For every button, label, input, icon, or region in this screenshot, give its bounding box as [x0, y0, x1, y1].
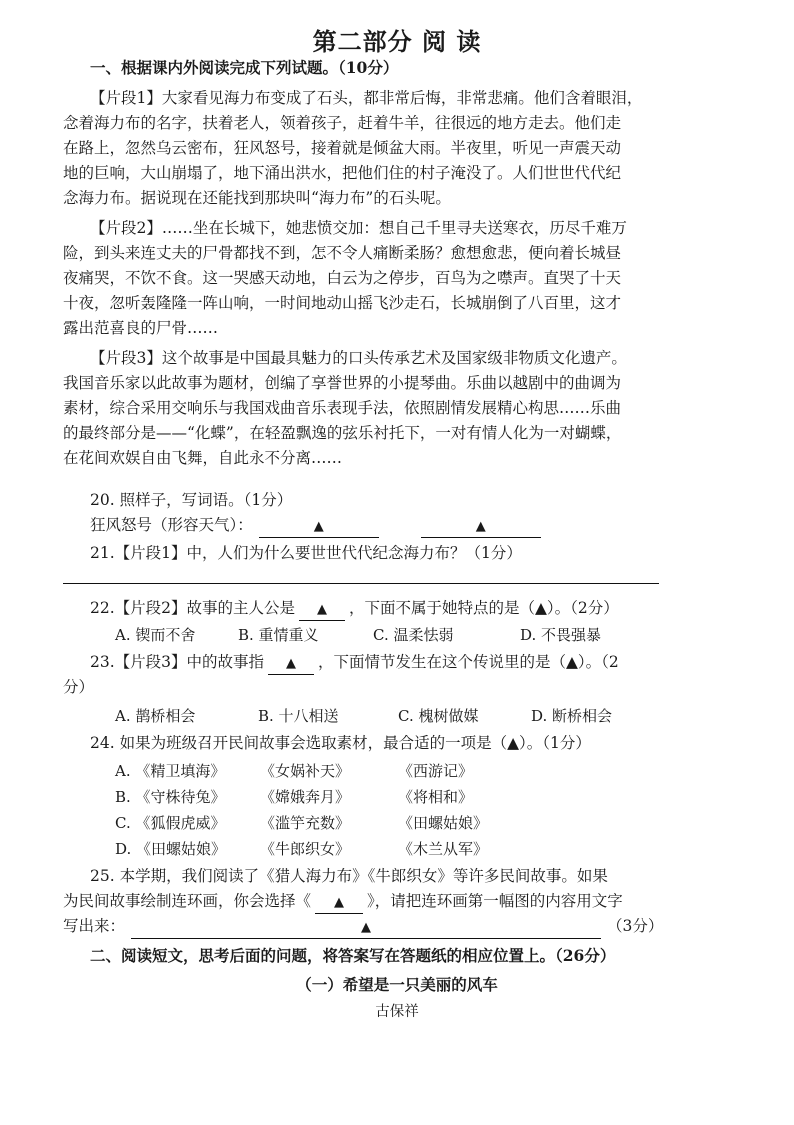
p1-line: 念着海力布的名字，扶着老人，领着孩子，赶着牛羊，往很远的地方走去。他们走 [63, 114, 622, 132]
p3-line: 素材，综合采用交响乐与我国戏曲音乐表现手法，依照剧情发展精心构思……乐曲 [63, 399, 622, 417]
q20-blank[interactable] [259, 515, 379, 538]
article-title: （一）希望是一只美丽的风车 [296, 975, 498, 994]
q24-option-d-2: 《牛郎织女》 [260, 840, 351, 858]
p1-line: 【片段1】大家看见海力布变成了石头，都非常后悔，非常悲痛。他们含着眼泪， [90, 89, 643, 107]
q24-option-a-2: 《女娲补天》 [260, 762, 351, 780]
q23-option: A. 鹊桥相会 [115, 707, 196, 725]
answer-mark: ▲ [313, 519, 324, 534]
q22-text [90, 598, 770, 621]
p1-line: 在路上，忽然乌云密布，狂风怒号，接着就是倾盆大雨。半夜里，听见一声震天动 [63, 139, 622, 157]
q23-mid: ，下面情节发生在这个传说里的是（▲）。（2 [318, 653, 619, 671]
q25-line: 25. 本学期，我们阅读了《猎人海力布》《牛郎织女》等许多民间故事。如果 [90, 867, 608, 885]
answer-mark: ▲ [475, 519, 486, 534]
p2-line: 夜痛哭，不饮不食。这一哭感天动地，白云为之停步，百鸟为之噤声。直哭了十天 [63, 269, 622, 287]
q23-pre: 23.【片段3】中的故事指 [90, 653, 265, 671]
q25-l2-pre: 为民间故事绘制连环画，你会选择《 [63, 892, 312, 910]
q24-option-b-2: 《嫦娥奔月》 [260, 788, 351, 806]
q24-option-d-3: 《木兰从军》 [398, 840, 489, 858]
q25-line [63, 891, 743, 914]
p3-line: 【片段3】这个故事是中国最具魅力的口头传承艺术及国家级非物质文化遗产。 [90, 349, 627, 367]
q25-answer-blank[interactable] [131, 916, 601, 939]
page-title: 第二部分 阅 读 [312, 27, 482, 56]
q23-option: C. 槐树做媒 [398, 707, 479, 725]
q24-option-d: D. 《田螺姑娘》 [115, 840, 227, 858]
q21-answer-line[interactable] [63, 583, 659, 584]
q20-blank[interactable] [421, 515, 541, 538]
p2-line: 险，到头来连丈夫的尸骨都找不到，怎不令人痛断柔肠？愈想愈悲，便向着长城昼 [63, 244, 622, 262]
q25-l3-pre: 写出来： [63, 917, 126, 935]
q23-blank[interactable] [268, 652, 314, 675]
q22-mid: ，下面不属于她特点的是（▲）。（2分） [349, 599, 619, 617]
q25-line [63, 916, 743, 939]
section2-heading: 二、阅读短文，思考后面的问题，将答案写在答题纸的相应位置上。（26分） [90, 946, 616, 965]
q22-blank[interactable] [299, 598, 345, 621]
q20-example: 狂风怒号（形容天气）： [90, 516, 253, 534]
answer-mark: ▲ [361, 920, 372, 935]
p3-line: 在花间欢娱自由飞舞，自此永不分离…… [63, 449, 343, 467]
answer-mark: ▲ [286, 656, 297, 671]
q22-option: B. 重情重义 [238, 626, 319, 644]
q24-option-b: B. 《守株待兔》 [115, 788, 226, 806]
q23-cont: 分） [63, 678, 95, 696]
q23-option: B. 十八相送 [258, 707, 339, 725]
q21-text: 21.【片段1】中，人们为什么要世世代代纪念海力布？（1分） [90, 544, 522, 562]
q22-option: C. 温柔怯弱 [373, 626, 454, 644]
p3-line: 的最终部分是——“化蝶”，在轻盈飘逸的弦乐衬托下，一对有情人化为一对蝴蝶， [63, 424, 622, 442]
q24-option-c: C. 《狐假虎威》 [115, 814, 226, 832]
q20-answer-row [90, 515, 770, 538]
q25-blank[interactable] [315, 891, 363, 914]
q22-option: A. 锲而不舍 [115, 626, 196, 644]
q22-pre: 22.【片段2】故事的主人公是 [90, 599, 296, 617]
q23-option: D. 断桥相会 [531, 707, 613, 725]
q25-l3-post: （3分） [607, 917, 664, 935]
article-author: 古保祥 [375, 1004, 419, 1020]
p2-line: 【片段2】……坐在长城下，她悲愤交加：想自己千里寻夫送寒衣，历尽千难万 [90, 219, 627, 237]
q25-l2-post: 》，请把连环画第一幅图的内容用文字 [367, 892, 623, 910]
q24-option-a: A. 《精卫填海》 [115, 762, 226, 780]
answer-mark: ▲ [317, 602, 328, 617]
q23-text [90, 652, 770, 675]
q20-text: 20. 照样子，写词语。（1分） [90, 491, 293, 509]
section1-heading: 一、根据课内外阅读完成下列试题。（10分） [90, 58, 399, 77]
q24-option-c-2: 《滥竽充数》 [260, 814, 351, 832]
q24-option-a-3: 《西游记》 [398, 762, 474, 780]
p1-line: 地的巨响，大山崩塌了，地下涌出洪水，把他们住的村子淹没了。人们世世代代纪 [63, 164, 622, 182]
q22-option: D. 不畏强暴 [520, 626, 602, 644]
p1-line: 念海力布。据说现在还能找到那块叫“海力布”的石头呢。 [63, 189, 451, 207]
q24-text: 24. 如果为班级召开民间故事会选取素材，最合适的一项是（▲）。（1分） [90, 734, 591, 752]
q24-option-b-3: 《将相和》 [398, 788, 474, 806]
answer-mark: ▲ [334, 895, 345, 910]
p2-line: 十夜，忽听轰隆隆一阵山响，一时间地动山摇飞沙走石，长城崩倒了八百里，这才 [63, 294, 622, 312]
p2-line: 露出范喜良的尸骨…… [63, 319, 219, 337]
p3-line: 我国音乐家以此故事为题材，创编了享誉世界的小提琴曲。乐曲以越剧中的曲调为 [63, 374, 622, 392]
q24-option-c-3: 《田螺姑娘》 [398, 814, 489, 832]
